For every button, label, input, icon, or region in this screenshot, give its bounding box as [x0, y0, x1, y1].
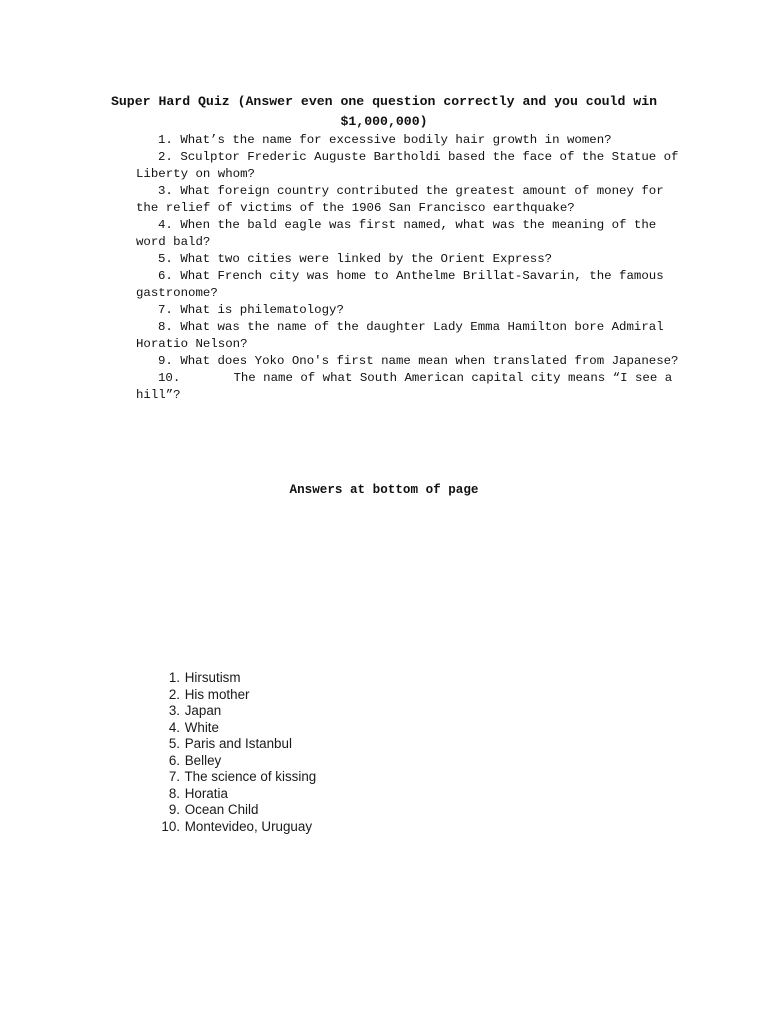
question-text: Sculptor Frederic Auguste Bartholdi based the face of the Statue of Liberty on whom? — [136, 150, 679, 181]
question-number: 7. — [158, 303, 173, 317]
answer-item — [156, 819, 456, 836]
question-number: 9. — [158, 354, 173, 368]
answer-text: Japan — [184, 703, 222, 718]
answer-number: 10. — [161, 818, 180, 834]
answer-text: Ocean Child — [184, 802, 259, 817]
question-number: 4. — [158, 218, 173, 232]
answer-number: 5. — [168, 736, 180, 751]
answer-number: 6. — [168, 752, 180, 768]
answer-text: Paris and Istanbul — [184, 736, 292, 751]
answer-number: 2. — [168, 686, 180, 702]
answer-item — [156, 736, 456, 753]
question-number: 6. — [158, 269, 173, 283]
quiz-title: Super Hard Quiz (Answer even one question correctly and you could win $1,000,000) — [110, 94, 658, 129]
question-item — [136, 217, 684, 251]
answer-number: 7. — [168, 769, 180, 784]
answer-text: The science of kissing — [184, 769, 317, 784]
question-item — [136, 132, 684, 149]
answers-heading: Answers at bottom of page — [289, 483, 479, 497]
question-item — [136, 149, 684, 183]
answer-item — [156, 786, 456, 803]
question-list — [136, 132, 684, 404]
answer-text: Belley — [184, 752, 222, 768]
question-number: 2. — [158, 150, 173, 164]
answer-item — [156, 753, 456, 770]
question-number: 5. — [158, 252, 173, 266]
answer-text: Horatia — [184, 785, 228, 801]
answer-text: Hirsutism — [184, 670, 241, 685]
answer-list — [156, 670, 456, 835]
answer-number: 1. — [168, 670, 180, 685]
question-item — [136, 251, 684, 268]
question-text: What was the name of the daughter Lady Emma Hamilton bore Admiral Horatio Nelson? — [136, 320, 664, 351]
question-number: 1. — [158, 133, 173, 147]
question-item — [136, 319, 684, 353]
answer-text: Montevideo, Uruguay — [184, 818, 313, 834]
answer-text: White — [184, 719, 219, 735]
answer-text: His mother — [184, 686, 250, 702]
answer-item — [156, 670, 456, 687]
answer-number: 3. — [168, 703, 180, 718]
question-number: 8. — [158, 320, 173, 334]
answer-item — [156, 802, 456, 819]
question-text: What foreign country contributed the greatest amount of money for the relief of victims of the 1906 San Francisco earthquake? — [136, 184, 664, 215]
question-item — [136, 302, 684, 319]
answer-number: 8. — [168, 785, 180, 801]
question-text: What two cities were linked by the Orient Express? — [180, 252, 553, 266]
question-number: 10. — [158, 371, 181, 385]
question-text: When the bald eagle was first named, what was the meaning of the word bald? — [136, 218, 657, 249]
question-text: What is philematology? — [180, 303, 344, 317]
answer-number: 4. — [168, 719, 180, 735]
answer-item — [156, 687, 456, 704]
answer-number: 9. — [168, 802, 180, 817]
answer-item — [156, 720, 456, 737]
question-text: What does Yoko Ono's first name mean when translated from Japanese? — [180, 354, 679, 368]
question-item — [136, 268, 684, 302]
question-item — [136, 370, 684, 404]
answer-item — [156, 703, 456, 720]
question-number: 3. — [158, 184, 173, 198]
question-item — [136, 353, 684, 370]
question-text: What French city was home to Anthelme Brillat-Savarin, the famous gastronome? — [136, 269, 664, 300]
question-text: The name of what South American capital city means “I see a hill”? — [136, 371, 673, 402]
question-text: What’s the name for excessive bodily hair growth in women? — [180, 133, 612, 147]
answer-item — [156, 769, 456, 786]
question-item — [136, 183, 684, 217]
